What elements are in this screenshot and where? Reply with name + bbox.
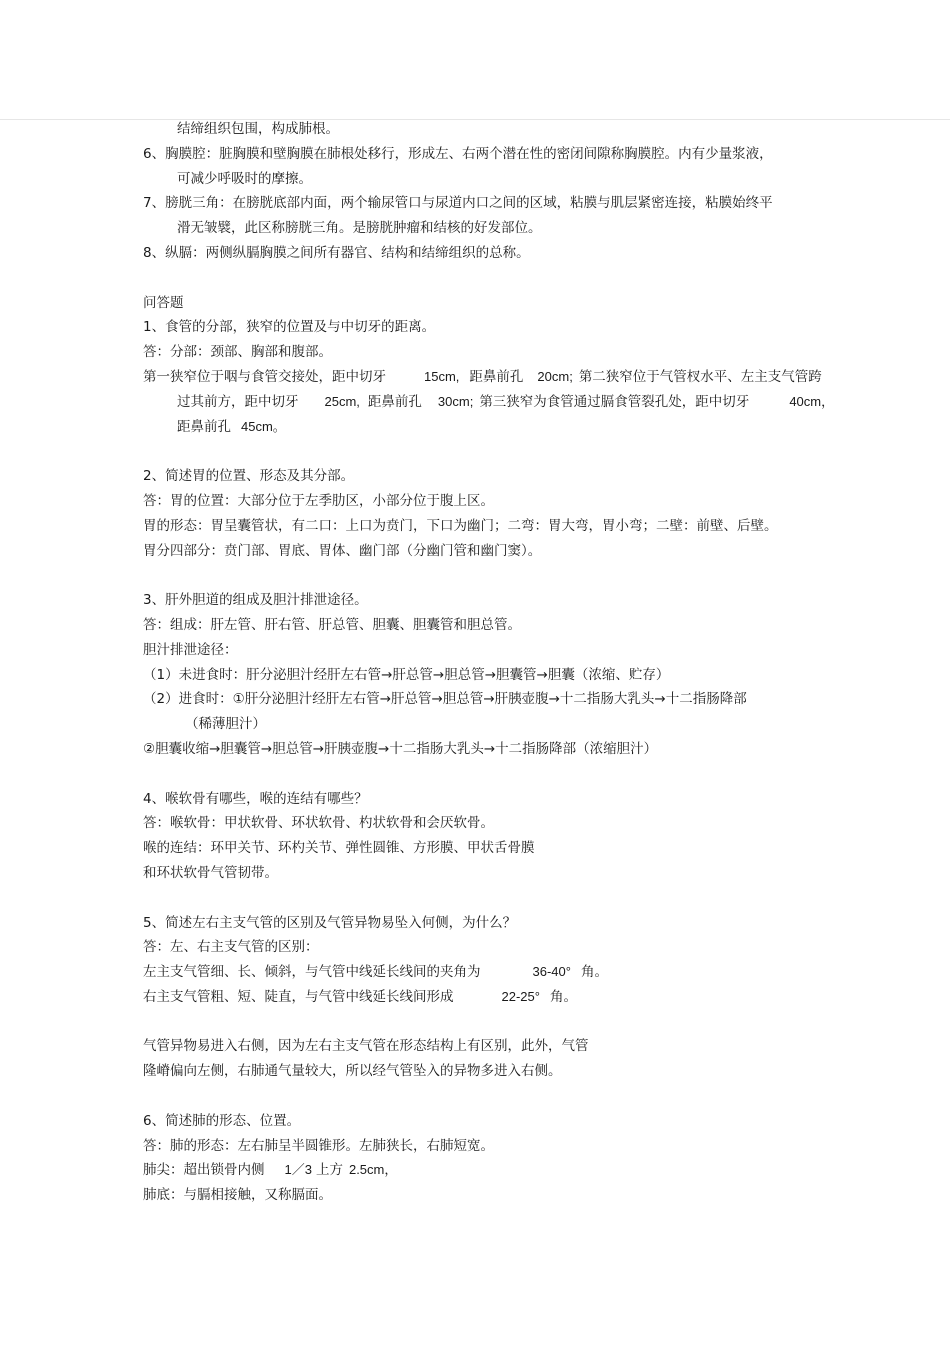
answer-2-shape: 胃的形态：胃呈囊管状，有二口：上口为贲门，下口为幽门；二弯：胃大弯，胃小弯；二壁：前壁、后壁。 xyxy=(143,517,778,534)
answer-5-intro: 答：左、右主支气管的区别： xyxy=(143,939,319,956)
section-heading: 问答题 xyxy=(143,294,184,311)
question-3: 3、肝外胆道的组成及胆汁排泄途径。 xyxy=(143,592,368,609)
term-lung-root-cont: 结缔组织包围，构成肺根。 xyxy=(177,121,339,137)
answer-4-cartilages: 答：喉软骨：甲状软骨、环状软骨、杓状软骨和会厌软骨。 xyxy=(143,815,494,832)
answer-5-left-bronchus: 左主支气管细、长、倾斜，与气管中线延长线间的夹角为 36-40° 角。 xyxy=(143,964,608,981)
question-4: 4、喉软骨有哪些，喉的连结有哪些？ xyxy=(143,790,368,807)
question-5: 5、简述左右主支气管的区别及气管异物易坠入何侧，为什么？ xyxy=(143,914,517,931)
answer-2-position: 答：胃的位置：大部分位于左季肋区，小部分位于腹上区。 xyxy=(143,492,494,509)
answer-5-foreign-body: 气管异物易进入右侧，因为左右主支气管在形态结构上有区别，此外，气管 xyxy=(143,1038,589,1055)
term-pleural-cavity: 6、胸膜腔：脏胸膜和壁胸膜在肺根处移行，形成左、右两个潜在性的密闭间隙称胸膜腔。内有少量浆液， xyxy=(143,145,773,162)
answer-3-route-fasting: （1）未进食时：肝分泌胆汁经肝左右管→肝总管→胆总管→胆囊管→胆囊（浓缩、贮存） xyxy=(143,666,670,683)
answer-4-joints-cont: 和环状软骨气管韧带。 xyxy=(143,864,278,881)
answer-2-parts: 胃分四部分：贲门部、胃底、胃体、幽门部（分幽门管和幽门窦）。 xyxy=(143,542,542,559)
term-bladder-trigone-cont: 滑无皱襞，此区称膀胱三角。是膀胱肿瘤和结核的好发部位。 xyxy=(177,220,542,237)
question-1: 1、食管的分部，狭窄的位置及与中切牙的距离。 xyxy=(143,319,436,336)
term-mediastinum: 8、纵膈：两侧纵膈胸膜之间所有器官、结构和结缔组织的总称。 xyxy=(143,244,530,261)
answer-3-route-eating-cont: （稀薄胆汁） xyxy=(185,716,266,733)
term-pleural-cavity-cont: 可减少呼吸时的摩擦。 xyxy=(177,170,312,187)
answer-1-parts: 答：分部：颈部、胸部和腹部。 xyxy=(143,344,332,361)
answer-1-line-2: 过其前方，距中切牙 25cm, 距鼻前孔 30cm; 第三狭窄为食管通过膈食管裂孔处，距中切牙 40cm， xyxy=(177,393,835,410)
term-bladder-trigone: 7、膀胱三角：在膀胱底部内面，两个输尿管口与尿道内口之间的区域，粘膜与肌层紧密连接，粘膜始终平 xyxy=(143,195,773,212)
answer-1-line-1: 第一狭窄位于咽与食管交接处，距中切牙 15cm, 距鼻前孔 20cm; 第二狭窄位于气管杈水平、左主支气管跨 xyxy=(143,368,822,385)
answer-5-foreign-body-cont: 隆嵴偏向左侧，右肺通气量较大，所以经气管坠入的异物多进入右侧。 xyxy=(143,1063,562,1080)
question-2: 2、简述胃的位置、形态及其分部。 xyxy=(143,468,355,485)
answer-1-line-3: 距鼻前孔 45cm。 xyxy=(177,418,286,435)
answer-3-route-gallbladder: ②胆囊收缩→胆囊管→胆总管→肝胰壶腹→十二指肠大乳头→十二指肠降部（浓缩胆汁） xyxy=(143,740,658,757)
answer-4-joints: 喉的连结：环甲关节、环杓关节、弹性圆锥、方形膜、甲状舌骨膜 xyxy=(143,840,535,857)
question-6: 6、简述肺的形态、位置。 xyxy=(143,1112,301,1129)
answer-5-right-bronchus: 右主支气管粗、短、陡直，与气管中线延长线间形成 22-25° 角。 xyxy=(143,988,577,1005)
answer-3-route-title: 胆汁排泄途径： xyxy=(143,641,238,658)
answer-3-route-eating: （2）进食时：①肝分泌胆汁经肝左右管→肝总管→胆总管→肝胰壶腹→十二指肠大乳头→十二指肠降部 xyxy=(143,691,747,708)
answer-3-composition: 答：组成：肝左管、肝右管、肝总管、胆囊、胆囊管和胆总管。 xyxy=(143,616,521,633)
answer-6-shape: 答：肺的形态：左右肺呈半圆锥形。左肺狭长，右肺短宽。 xyxy=(143,1137,494,1154)
document-page xyxy=(143,117,903,1208)
answer-6-base: 肺底：与膈相接触，又称膈面。 xyxy=(143,1187,332,1204)
answer-6-apex: 肺尖：超出锁骨内侧 1／3 上方 2.5cm， xyxy=(143,1162,398,1179)
